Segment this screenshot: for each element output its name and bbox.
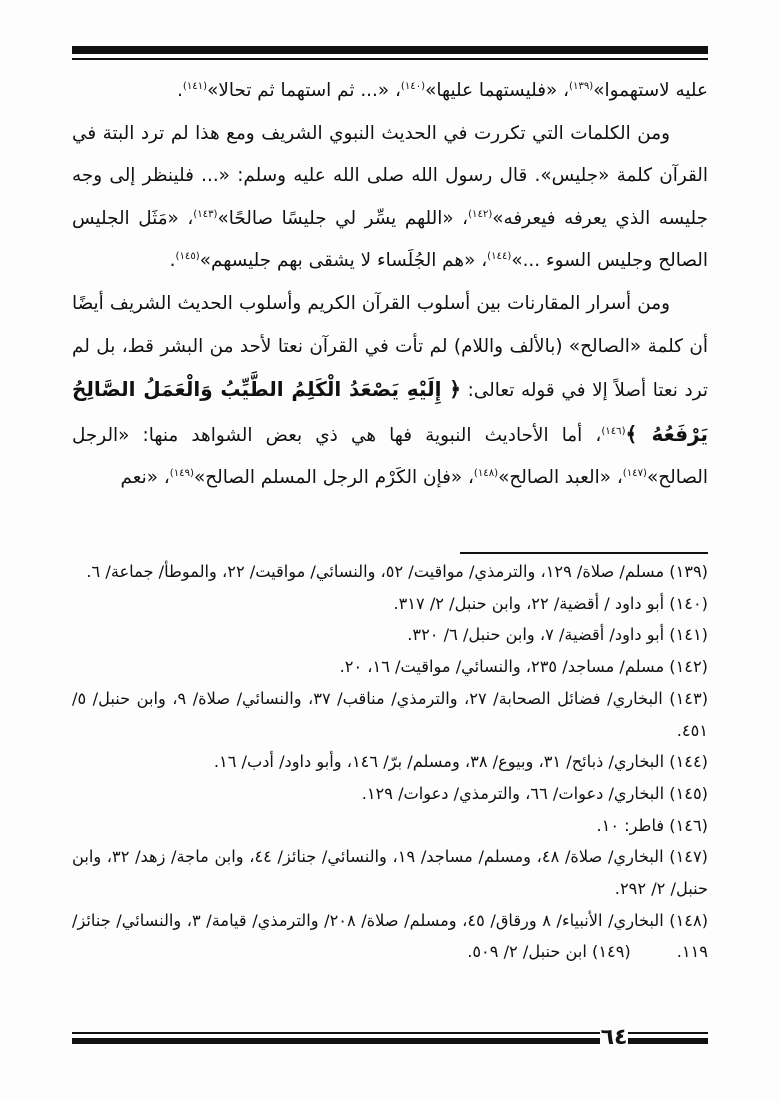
bottom-rule-thin-left [72,1032,600,1034]
footnote-141: (١٤١) أبو داود/ أقضية/ ٧، وابن حنبل/ ٦/ ٣٢٠. [407,625,708,645]
footnote-ref-147: (١٤٧) [622,468,647,480]
footnote-140: (١٤٠) أبو داود / أقضية/ ٢٢، وابن حنبل/ ٢/ ٣١٧. [393,593,708,613]
footnote-144: (١٤٤) البخاري/ ذبائح/ ٣١، وبيوع/ ٣٨، ومسلم/ برّ/ ١٤٦، وأبو داود/ أدب/ ١٦. [213,752,708,772]
footnotes [72,556,708,968]
footnote-ref-142: (١٤٢) [468,208,493,220]
top-rule-thin [72,58,708,60]
footnote-ref-145: (١٤٥) [175,251,200,263]
footnote-ref-148: (١٤٨) [473,468,499,480]
top-rule [72,46,708,54]
footnote-139: (١٣٩) مسلم/ صلاة/ ١٢٩، والترمذي/ مواقيت/ ٥٢، والنسائي/ مواقيت/ ٢٢، والموطأ/ جماعة/ ٦. [86,562,708,581]
footnote-separator [460,552,708,554]
main-text [72,70,708,500]
footnote-148: (١٤٨) البخاري/ الأنبياء/ ٨ ورقاق/ ٤٥، ومسلم/ صلاة/ ٢٠٨/ والترمذي/ قيامة/ ٣، والنسائي/ جنائز/ ١١٩. [72,910,709,962]
footnote-146: (١٤٦) فاطر: ١٠. [596,815,708,835]
footnote-ref-144: (١٤٤) [487,251,512,263]
footnote-149: (١٤٩) ابن حنبل/ ٢/ ٥٠٩. [467,942,631,962]
page-number: ٦٤ [600,1025,628,1050]
bottom-rule-thin-right [628,1032,708,1034]
footnote-ref-139: (١٣٩) [569,80,594,92]
footnote-ref-146: (١٤٦) [601,425,626,437]
paragraph-1: عليه لاستهموا»$^{(١٣٩)}$، «فليستهما عليها»$^{(١٤٠)}$، «... ثم استهما ثم تحالا»$^{(١٤١)}$. [177,80,708,101]
footnote-ref-141: (١٤١) [182,80,208,92]
footnote-ref-140: (١٤٠) [400,80,426,92]
paragraph-3: ومن أسرار المقارنات بين أسلوب القرآن الكريم وأسلوب الحديث الشريف أيضًا أن كلمة «الصالح» (بالألف واللام) لم تأت في القرآن نعتا لأحد من البشر قط، بل لم ترد نعتا أصلاً إلا في قوله تعالى: ﴿ إِلَيْهِ يَصْعَدُ الْكَلِمُ الطَّيِّبُ وَالْعَمَلُ الصَّالِحُ يَرْفَعُهُ ﴾$^{(١٤٦)}$، أما الأحاديث النبوية فها هي ذي بعض الشواهد منها: «الرجل الصالح»$^{(١٤٧)}$، «العبد الصالح»$^{(١٤٨)}$، «فإن الكَرْم الرجل المسلم الصالح»$^{(١٤٩)}$، «نعم [72,292,708,489]
footnote-143: (١٤٣) البخاري/ فضائل الصحابة/ ٢٧، والترمذي/ مناقب/ ٣٧، والنسائي/ صلاة/ ٩، وابن حنبل/ ٥/ ٤٥١. [72,688,709,740]
footnote-ref-149: (١٤٩) [169,468,194,480]
paragraph-2: ومن الكلمات التي تكررت في الحديث النبوي الشريف ومع هذا لم ترد البتة في القرآن كلمة «جليس». قال رسول الله صلى الله عليه وسلم: «... فلينظر إلى وجه جليسه الذي يعرفه فيعرفه»$^{(١٤٢)}$، «اللهم يسِّر لي جليسًا صالحًا»$^{(١٤٣)}$، «مَثَل الجليس الصالح وجليس السوء ...»$^{(١٤٤)}$، «هم الجُلَساء لا يشقى بهم جليسهم»$^{(١٤٥)}$. [72,122,708,272]
quran-verse: ﴿ إِلَيْهِ يَصْعَدُ الْكَلِمُ الطَّيِّبُ وَالْعَمَلُ الصَّالِحُ يَرْفَعُهُ ﴾ [72,377,708,446]
footnote-148-149 [72,905,708,968]
bottom-rule-left [72,1038,600,1044]
footnote-147: (١٤٧) البخاري/ صلاة/ ٤٨، ومسلم/ مساجد/ ١٩، والنسائي/ جنائز/ ٤٤، وابن ماجة/ زهد/ ٣٢، وابن حنبل/ ٢/ ٢٩٢. [72,847,708,899]
footnote-142: (١٤٢) مسلم/ مساجد/ ٢٣٥، والنسائي/ مواقيت/ ١٦، ٢٠. [339,657,708,677]
footnote-145: (١٤٥) البخاري/ دعوات/ ٦٦، والترمذي/ دعوات/ ١٢٩. [361,783,708,803]
bottom-rule-right [628,1038,708,1044]
footnote-ref-143: (١٤٣) [193,208,218,220]
